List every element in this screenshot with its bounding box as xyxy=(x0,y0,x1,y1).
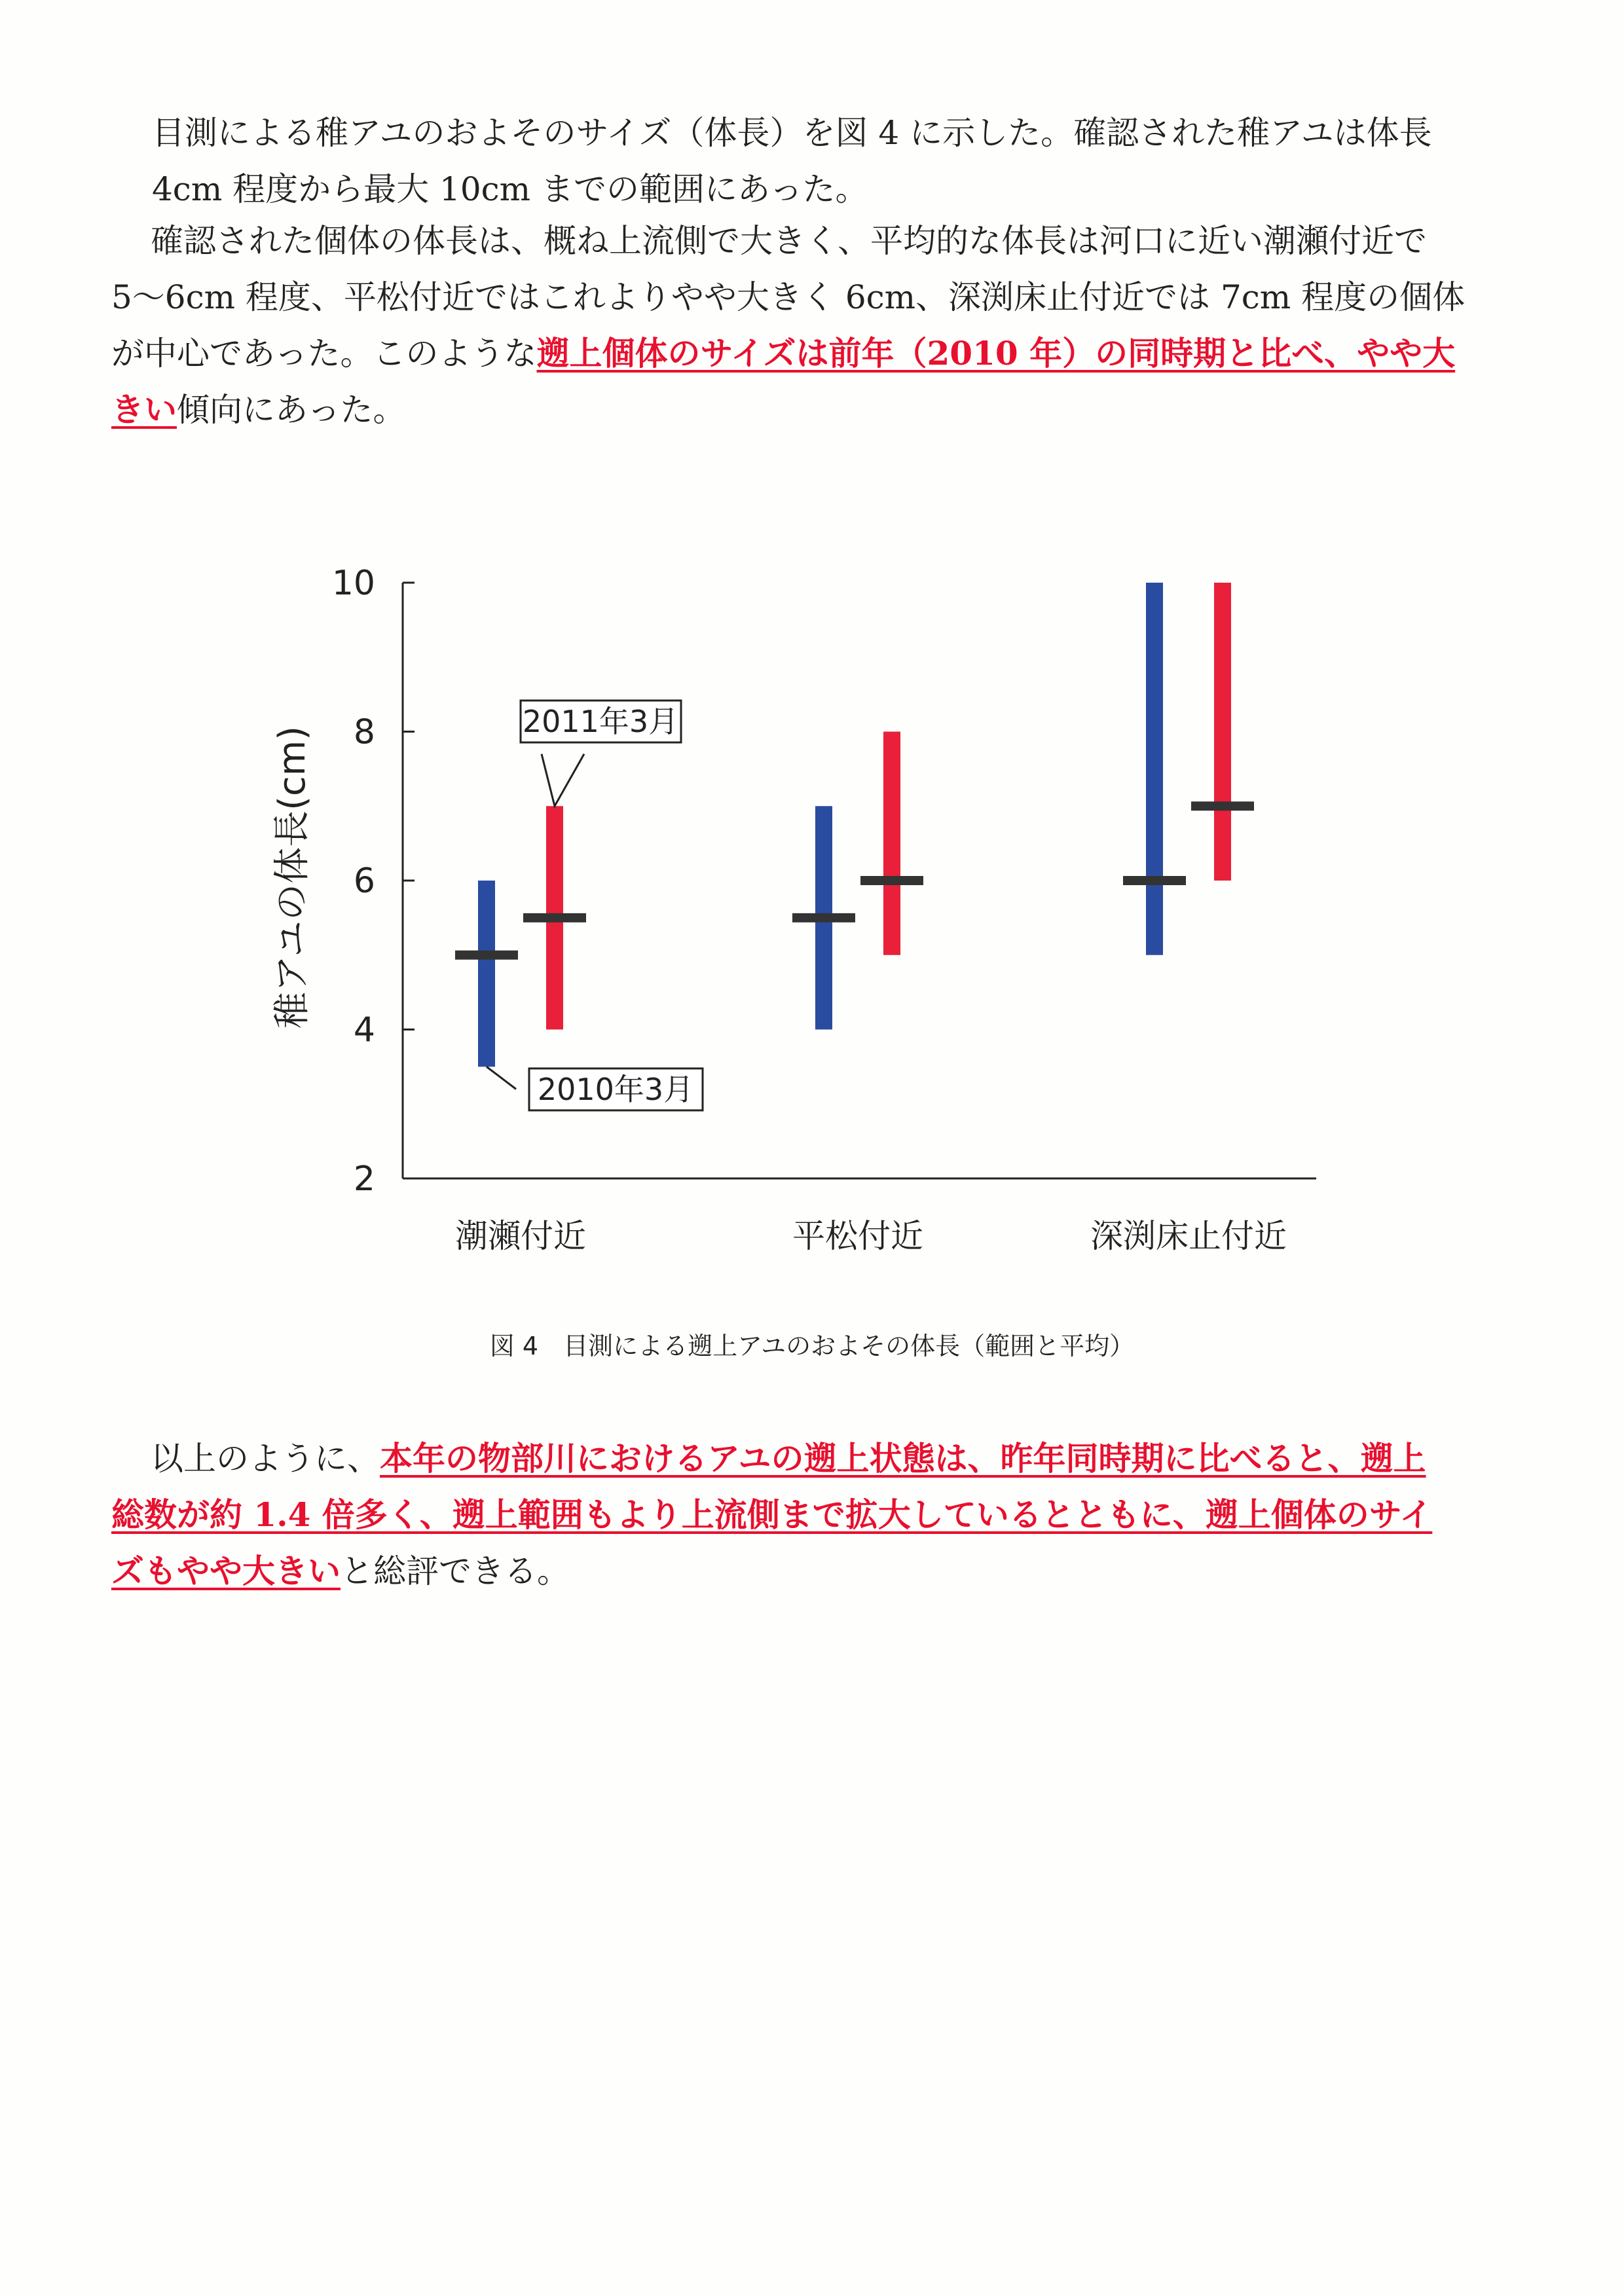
mean-marker xyxy=(1123,876,1186,885)
range-bar xyxy=(478,881,495,1066)
callout-pointer xyxy=(542,754,584,807)
figure-caption: 図 4 目測による遡上アユのおよその体長（範囲と平均） xyxy=(489,1332,1135,1360)
mean-marker xyxy=(1191,801,1254,811)
paragraph-3-line-3-text: と総評できる。 xyxy=(341,1552,570,1590)
x-category-label: 深渕床止付近 xyxy=(1090,1217,1287,1255)
y-tick-label: 8 xyxy=(353,712,375,752)
paragraph-2-line-1: 確認された個体の体長は、概ね上流側で大きく、平均的な体長は河口に近い潮瀬付近で xyxy=(151,222,1427,260)
paragraph-3-highlight-2: 総数が約 1.4 倍多く、遡上範囲もより上流側まで拡大しているとともに、遡上個体のサイ xyxy=(111,1495,1433,1534)
mean-marker xyxy=(860,876,923,885)
paragraph-3-line-1-text: 以上のように、 xyxy=(151,1440,380,1478)
x-category-label: 平松付近 xyxy=(792,1217,923,1255)
paragraph-2-line-4-text: 傾向にあった。 xyxy=(177,391,406,429)
y-axis-title: 稚アユの体長(cm) xyxy=(271,725,314,1029)
annotation-2010: 2010年3月 xyxy=(537,1072,694,1107)
paragraph-1-line-1: 目測による稚アユのおよそのサイズ（体長）を図 4 に示した。確認された稚アユは体長 xyxy=(152,114,1432,152)
range-bar xyxy=(883,732,900,955)
paragraph-2-highlight: 遡上個体のサイズは前年（2010 年）の同時期と比べ、やや大 xyxy=(536,334,1456,373)
y-tick-label: 10 xyxy=(331,564,375,603)
paragraph-3 xyxy=(111,1430,1532,1599)
paragraph-3-highlight: 本年の物部川におけるアユの遡上状態は、昨年同時期に比べると、遡上 xyxy=(380,1439,1426,1478)
y-tick-label: 4 xyxy=(353,1010,375,1050)
x-category-label: 潮瀬付近 xyxy=(455,1217,586,1255)
chart-bars xyxy=(455,583,1254,1066)
paragraph-2-highlight-end: きい xyxy=(111,390,177,429)
paragraph-1-line-2: 4cm 程度から最大 10cm までの範囲にあった。 xyxy=(152,170,868,208)
y-tick-label: 2 xyxy=(353,1159,375,1199)
range-bar xyxy=(1214,583,1231,881)
y-tick-label: 6 xyxy=(353,862,375,901)
range-bar xyxy=(1146,583,1163,955)
chart-annotations xyxy=(487,701,703,1110)
paragraph-2-line-3-text: が中心であった。このような xyxy=(111,335,537,373)
paragraph-2-line-2: 5〜6cm 程度、平松付近ではこれよりやや大きく 6cm、深渕床止付近では 7cm 程度の個体 xyxy=(111,278,1466,316)
annotation-2011: 2011年3月 xyxy=(522,704,679,739)
callout-pointer xyxy=(487,1066,516,1089)
mean-marker xyxy=(523,913,586,922)
paragraph-3-highlight-3: ズもやや大きい xyxy=(111,1552,341,1590)
mean-marker xyxy=(455,951,518,960)
mean-marker xyxy=(792,913,855,922)
